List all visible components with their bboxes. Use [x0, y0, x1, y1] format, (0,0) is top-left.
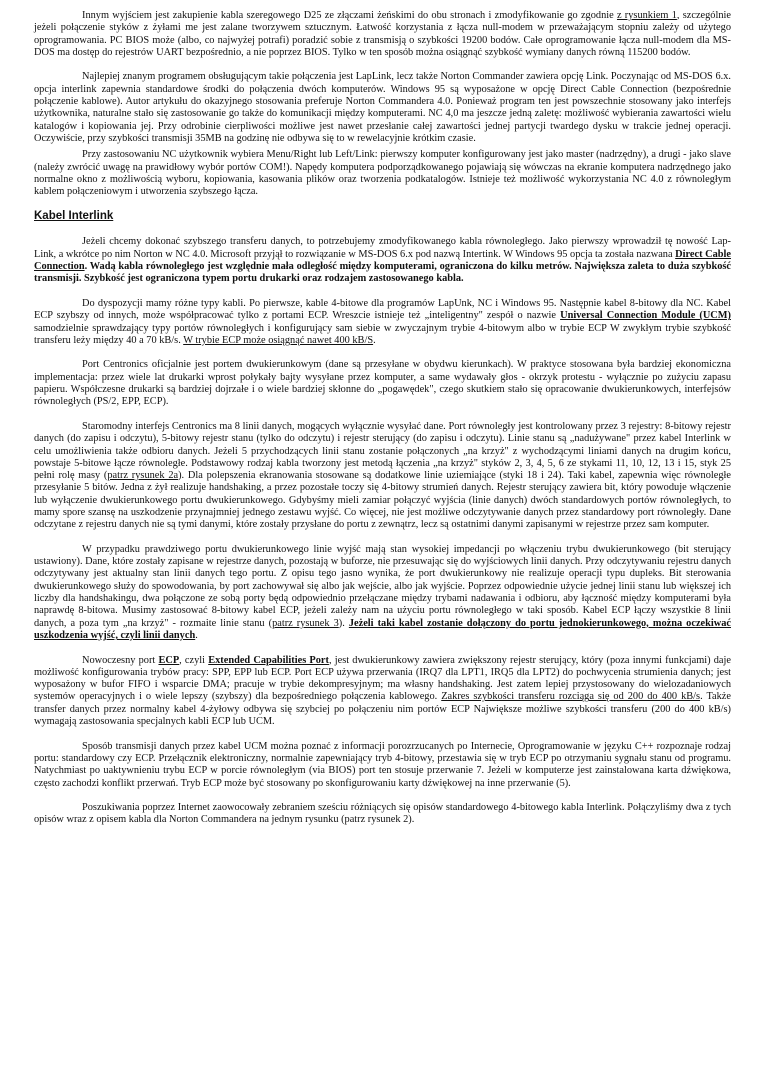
damage-warning[interactable]: Jeżeli taki kabel zostanie dołączony do portu jednokierunkowego, można oczekiwać uszkodzenia wyjść, czyli linii danych [34, 617, 731, 641]
paragraph-parallel-cable: Jeżeli chcemy dokonać szybszego transferu danych, to potrzebujemy zmodyfikowanego kabla równoległego. Jako pierwszy wprowadził tę nowość Lap-Link, a wkrótce po nim Norton w NC 4.0. Microsoft przyjął to rozwiązanie w MS-DOS 6.x pod nazwą Intertink. W Windows 95 opcja ta została nazwana Direct Cable Connection. Wadą kabla równoległego jest względnie mała odległość między komputerami, ograniczona do kilku metrów. Największa zaleta to duża szybkość transmisji. Szybkość jest ograniczona typem portu drukarki oraz rodzajem zastosowanego kabla. [34, 236, 731, 285]
extended-capabilities-port-link[interactable]: Extended Capabilities Port [208, 654, 329, 666]
transfer-range-link[interactable]: Zakres szybkości transferu rozciąga się od 200 do 400 kB/s [441, 691, 701, 703]
paragraph-centronics-interface: Staromodny interfejs Centronics ma 8 linii danych, mogących wyłącznie wysyłać dane. Port równoległy jest kontrolowany przez 3 rejestry: 8-bitowy rejestr danych (do zapisu i odczytu), 5-bitowy rejestr stanu (tylko do odczytu) i rejestr sterujący (do zapisu i odczytu). Linie stanu są „nadużywane" przez kabel Interlink w celu umożliwienia także odbioru danych. Jeżeli 5 przychodzących linii stanu zostanie połączonych „na krzyż" z wychodzącymi liniami danych na drugim końcu, powstaje 5-bitowe łącze równoległe. Podstawowy rodzaj kabla tworzony jest metodą łączenia „na krzyż" styków 2, 3, 4, 5, 6 ze stykami 11, 10, 12, 13 i 15, styk 25 pełni rolę masy (patrz rysunek 2a). Dla polepszenia ekranowania stosowane są dodatkowe linie uziemiające (styki 18 i 24). Taki kabel, zapewnia więc równoległe przesyłanie 5 bitów. Jedna z żył realizuje handshaking, a przez pozostałe toczy się 4-bitowy strumień danych. Rejestr sterujący zawiera bit, który powoduje włączenie lub wyłączenie dwukierunkowego portu dwukierunkowego. Gdybyśmy mieli zamiar połączyć wyjścia (linie danych) dwóch standardowych portów równoległych, to mamy spore szansę na uszkodzenie przynajmniej jednego zestawu wyjść. Co więcej, nie jest możliwe odczytywanie danych przez standardowy port równoległy. Dane odczytane z rejestru danych nie są tymi danymi, które zostały przysłane do portu z zewnątrz, lecz są ostatnimi danymi zapisanymi w rejestrze przez sam komputer. [34, 420, 731, 531]
paragraph-nc-usage: Przy zastosowaniu NC użytkownik wybiera Menu/Right lub Left/Link: pierwszy komputer konfigurowany jest jako master (nadrzędny), a drugi - jako slave (należy zwrócić uwagę na prawidłowy wybór portów COM!). Napędy komputera podporządkowanego pojawiają się wówczas na ekranie komputera nadrzędnego jako normalne okno z możliwością wyboru, kopiowania, kasowania plików oraz tworzenia podkatalogów. Istnieje też możliwość wykorzystania NC 4.0 z równoległym kablem połączeniowym i utworzenia szybszego łącza. [34, 149, 731, 198]
paragraph-laplink: Najlepiej znanym programem obsługującym takie połączenia jest LapLink, lecz także Norton Commander zawiera opcję Link. Poczynając od MS-DOS 6.x. opcja interlink zapewnia standardowe środki do połączenia dwóch komputerów. Windows 95 są wyposażone w opcję Direct Cable Connection (bezpośrednie połączenie kablowe). Autor artykułu do okazyjnego stosowania preferuje Norton Commandera 4.0. Ponieważ program ten jest powszechnie stosowany jako interfejs użytkownika, naturalne stało się zastosowanie go także do komunikacji między komputerami. NC 4,0 ma jeszcze jedną zaletę: możliwość wybierania zawartości wielu katalogów i kopiowania jej. Przy odrobinie cierpliwości możliwe jest nawet przesłanie całej zawartości jednej partycji twardego dysku w trakcie jednej operacji. Oczywiście, przy szybkości transmisji 35MB na godzinę nie odbywa się to w rewelacyjnie krótkim czasie. [34, 71, 731, 144]
paragraph-cable-types: Do dyspozycji mamy różne typy kabli. Po pierwsze, kable 4-bitowe dla programów LapUnk, NC i Windows 95. Następnie kabel 8-bitowy dla NC. Kabel ECP szybszy od innych, może współpracować tylko z portami ECP. Wreszcie istnieje też „inteligentny" zespół o nazwie Universal Connection Module (UCM) samodzielnie sprawdzający typy portów równoległych i konfigurujący sam siebie w zwyczajnym trybie 4-bitowym albo w trybie ECP W zwykłym trybie szybkość transferu leży między 40 a 70 kB/s. W trybie ECP może osiągnąć nawet 400 kB/S. [34, 297, 731, 346]
paragraph-ecp-port: Nowoczesny port ECP, czyli Extended Capabilities Port, jest dwukierunkowy zawiera zwiększony rejestr sterujący, który (poza innymi funkcjami) daje możliwość konfigurowania trybów pracy: SPP, EPP lub ECP. Port ECP używa przerwania (IRQ7 dla LPT1, IRQ5 dla LPT2) do pochwycenia strumienia danych; jest wyposażony w bufor FIFO i wsparcie DMA; pracuje w trybie dekompresyjnym; ma własny handshaking. Jest zatem lepiej przystosowany do wielozadaniowych systemów operacyjnych i o wiele lepszy (szybszy) dla bezpośredniego połączenia kablowego. Zakres szybkości transferu rozciąga się od 200 do 400 kB/s. Także transfer danych przez normalny kabel 4-żyłowy odbywa się szybciej po połączeniu nim portów ECP Największe możliwe szybkości transferu (200 do 400 kB/s) wymagają zastosowania specjalnych kabli ECP lub UCM. [34, 654, 731, 728]
ucm-link[interactable]: Universal Connection Module (UCM) [560, 310, 731, 322]
section-heading-kabel-interlink: Kabel Interlink [34, 210, 114, 223]
paragraph-internet-search: Poszukiwania poprzez Internet zaowocowały zebraniem sześciu różniących się opisów standardowego 4-bitowego kabla Interlink. Połączyliśmy dwa z tych opisów wraz z opisem kabla dla Norton Commandera na jednym rysunku (patrz rysunek 2). [34, 802, 731, 826]
ecp-link[interactable]: ECP [158, 654, 180, 666]
ecp-speed-link[interactable]: W trybie ECP może osiągnąć nawet 400 kB/S [183, 334, 374, 346]
paragraph-bidirectional-port: W przypadku prawdziwego portu dwukierunkowego linie wyjść mają stan wysokiej impedancji po włączeniu trybu dwukierunkowego (bit sterujący ustawiony). Dane, które zostały zapisane w rejestrze danych, pozostają w buforze, nie przesuwając się do wyjściowych linii danych. Przy odczytywaniu rejestru danych odczytywany jest aktualny stan linii danych tego portu. Z opisu tego jasno wynika, że port dwukierunkowy nie realizuje operacji typu dupleks. Bit sterowania dwukierunkowego służy do spowodowania, by port zachowywał się albo jak wejście, albo jak wyjście. Poprzez odpowiednie użycie jednej linii stanu lub większej ich liczby dla handshakingu, dwa połączone ze sobą porty będą odpowiednio przełączane między trybami nadawania i odbioru, aby łączność między komputerami była naprawdę 8-bitowa. Musimy zastosować 8-bitowy kabel ECP, jeżeli zależy nam na użyciu portu równoległego w taki sposób. Kabel ECP łączy wszystkie 8 linii danych, a poza tym „na krzyż" - rozmaite linie stanu (patrz rysunek 3). Jeżeli taki kabel zostanie dołączony do portu jednokierunkowego, można oczekiwać uszkodzenia wyjść, czyli linii danych. [34, 543, 731, 641]
paragraph-centronics-port: Port Centronics oficjalnie jest portem dwukierunkowym (dane są przesyłane w obydwu kierunkach). W praktyce stosowana była bardziej ekonomiczna implementacja: przez wiele lat drukarki wprost połykały bajty wysyłane przez komputer, a same wydawały głos - okrzyk protestu - wyłącznie po zużyciu zapasu papieru. Współczesne drukarki są bardziej dojrzałe i o wiele bardziej skłonne do „pogawędek", czego skutkiem stało się opracowanie dwukierunkowych, interfejsów równoległych (PS/2, EPP, ECP). [34, 359, 731, 408]
figure-2a-link[interactable]: patrz rysunek 2a [107, 470, 179, 482]
paragraph-ucm-transmission: Sposób transmisji danych przez kabel UCM można poznać z informacji porozrzucanych po Internecie, Oprogramowanie w języku C++ rozpoznaje rodzaj portu: standardowy czy ECP. Przełącznik elektroniczny, normalnie zapewniający tryb 4-bitowy, przestawia się w tryb ECP po otrzymaniu sygnału stanu od programu. Natychmiast po uaktywnieniu trybu ECP w porcie równoległym (via BIOS) port ten stosuje przerwanie 7. Jeżeli w komputerze jest zainstalowana karta dźwiękowa, często zachodzi konflikt przerwań. Tryb ECP może być stosowany po skonfigurowaniu karty dźwiękowej na inne przerwanie (5). [34, 740, 731, 789]
figure-1-link[interactable]: z rysunkiem 1 [616, 10, 677, 21]
direct-cable-connection-link[interactable]: Direct Cable Connection [34, 248, 731, 273]
figure-3-link[interactable]: patrz rysunek 3 [272, 617, 339, 629]
paragraph-null-modem: Innym wyjściem jest zakupienie kabla szeregowego D25 ze złączami żeńskimi do obu stronach i zmodyfikowanie go zgodnie z rysunkiem 1, szczególnie jeżeli połączenie styków z żyłami me jest zalane tworzywem sztucznym. Łatwość korzystania z łącza null-modem w przeważającym stopniu zależy od użytego oprogramowania. PC BIOS może (albo, co najwyżej potrafi) poradzić sobie z transmisją o szybkości 19200 bodów. Całe oprogramowanie łącza null-modem dla MS-DOS ma dostęp do rejestrów UART bezpośrednio, a nie poprzez BIOS. Tylko w ten sposób można osiągnąć szybkość wymiany danych równą 115200 bodów. [34, 10, 731, 58]
